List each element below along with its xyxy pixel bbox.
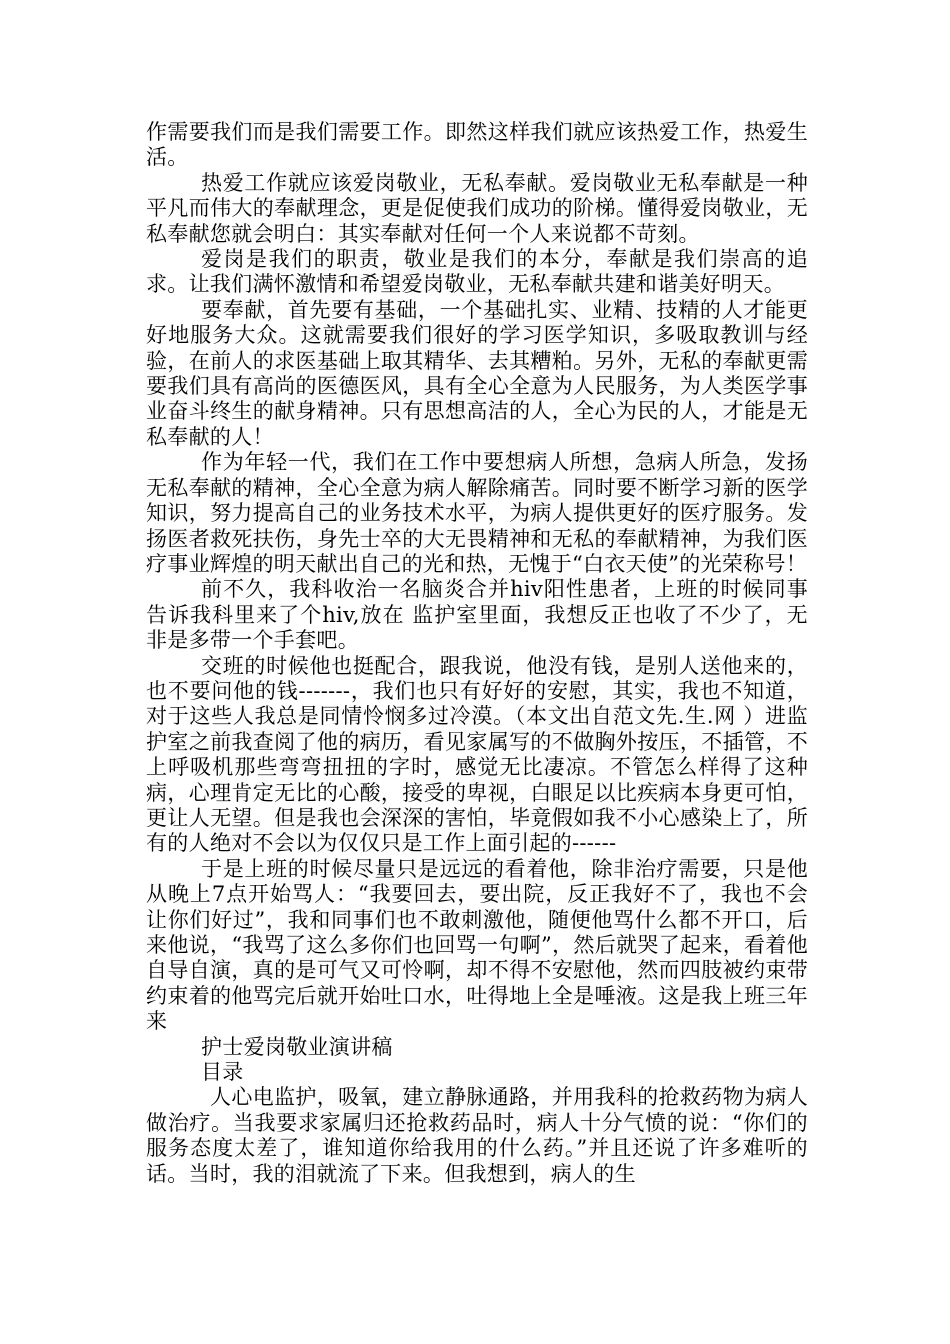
- document-page: [146, 120, 808, 1187]
- table-of-contents-line: 目录: [201, 1060, 244, 1085]
- paragraph-3: 要奉献，首先要有基础，一个基础扎实、业精、技精的人才能更好地服务大众。这就需要我们很好的学习医学知识，多吸取教训与经验，在前人的求医基础上取其精华、去其糟粕。另外，无私的奉献更需要我们具有高尚的医德医风，具有全心全意为人民服务，为人类医学事业奋斗终生的献身精神。只有思想高洁的人，全心为民的人，才能是无私奉献的人！: [146, 297, 808, 449]
- paragraph-2: 爱岗是我们的职责，敬业是我们的本分，奉献是我们崇高的追求。让我们满怀激情和希望爱岗敬业，无私奉献共建和谐美好明天。: [146, 247, 808, 297]
- paragraph-1: 热爱工作就应该爱岗敬业，无私奉献。爱岗敬业无私奉献是一种平凡而伟大的奉献理念，更是促使我们成功的阶梯。懂得爱岗敬业，无私奉献您就会明白：其实奉献对任何一个人来说都不苛刻。: [146, 170, 808, 246]
- paragraph-6: 交班的时候他也挺配合，跟我说，他没有钱，是别人送他来的，也不要问他的钱-------，我们也只有好好的安慰，其实，我也不知道，对于这些人我总是同情怜悯多过冷漠。（本文出自范文先.生.网 ）进监护室之前我查阅了他的病历，看见家属写的不做胸外按压，不插管，不上呼吸机那些弯弯扭扭的字时，感觉无比凄凉。不管怎么样得了这种病，心理肯定无比的心酸，接受的卑视，白眼足以比疾病本身更可怕，更让人无望。但是我也会深深的害怕，毕竟假如我不小心感染上了，所有的人绝对不会以为仅仅只是工作上面引起的------: [146, 653, 808, 856]
- paragraph-4: 作为年轻一代，我们在工作中要想病人所想，急病人所急，发扬无私奉献的精神，全心全意为病人解除痛苦。同时要不断学习新的医学知识，努力提高自己的业务技术水平，为病人提供更好的医疗服务。发扬医者救死扶伤，身先士卒的大无畏精神和无私的奉献精神，为我们医疗事业辉煌的明天献出自己的光和热，无愧于“白衣天使”的光荣称号！: [146, 450, 808, 576]
- paragraph-0: 作需要我们而是我们需要工作。即然这样我们就应该热爱工作，热爱生活。: [146, 120, 808, 170]
- final-paragraph: 人心电监护，吸氧，建立静脉通路，并用我科的抢救药物为病人做治疗。当我要求家属归还抢救药品时，病人十分气愤的说：“你们的服务态度太差了，谁知道你给我用的什么药。”并且还说了许多难听的话。当时，我的泪就流了下来。但我想到，病人的生: [146, 1085, 808, 1186]
- paragraph-5: 前不久，我科收治一名脑炎合并hiv阳性患者，上班的时候同事告诉我科里来了个hiv,放在 监护室里面，我想反正也收了不少了，无非是多带一个手套吧。: [146, 577, 808, 653]
- document-title-line: 护士爱岗敬业演讲稿: [201, 1034, 393, 1059]
- paragraph-7: 于是上班的时候尽量只是远远的看着他，除非治疗需要，只是他从晚上7点开始骂人：“我要回去，要出院，反正我好不了，我也不会让你们好过”，我和同事们也不敢刺激他，随便他骂什么都不开口，后来他说，“我骂了这么多你们也回骂一句啊”，然后就哭了起来，看着他自导自演，真的是可气又可怜啊，却不得不安慰他，然而四肢被约束带约束着的他骂完后就开始吐口水，吐得地上全是唾液。这是我上班三年来: [146, 856, 808, 1034]
